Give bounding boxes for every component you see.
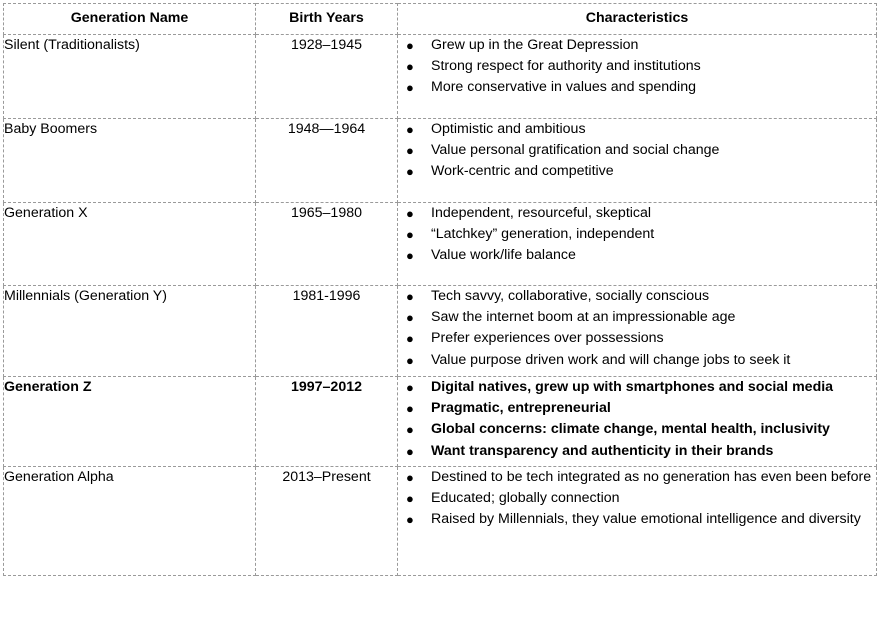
bullet-icon: ●	[406, 164, 414, 180]
list-item	[398, 509, 876, 530]
list-item	[398, 245, 876, 266]
characteristic-text: Raised by Millennials, they value emotional intelligence and diversity	[431, 511, 861, 528]
characteristic-text: Value personal gratification and social change	[431, 142, 720, 159]
characteristic-text: Global concerns: climate change, mental health, inclusivity	[431, 421, 830, 438]
characteristic-text: Tech savvy, collaborative, socially conscious	[431, 288, 710, 304]
characteristics-cell	[398, 35, 877, 119]
bullet-icon: ●	[406, 401, 414, 417]
generation-name-cell: Generation X	[4, 203, 256, 286]
characteristic-text: Work-centric and competitive	[431, 163, 614, 180]
bullet-icon: ●	[406, 310, 414, 326]
birth-years-cell: 1948—1964	[256, 119, 398, 203]
birth-years-cell: 1965–1980	[256, 203, 398, 286]
list-item	[398, 307, 876, 328]
characteristics-list	[398, 35, 876, 99]
characteristic-text: Value work/life balance	[431, 247, 576, 264]
characteristic-text: Educated; globally connection	[431, 490, 620, 507]
birth-years-cell: 1981-1996	[256, 286, 398, 377]
characteristics-cell	[398, 203, 877, 286]
characteristic-text: Want transparency and authenticity in their brands	[431, 442, 774, 459]
list-item	[398, 77, 876, 98]
characteristic-text: Strong respect for authority and institutions	[431, 58, 701, 75]
list-item	[398, 119, 876, 140]
bullet-icon: ●	[406, 470, 414, 485]
characteristic-text: Digital natives, grew up with smartphones and social media	[431, 379, 834, 395]
list-item	[398, 203, 876, 224]
table-row	[4, 286, 877, 377]
list-item	[398, 224, 876, 245]
characteristic-text: Grew up in the Great Depression	[431, 37, 639, 53]
table-row	[4, 377, 877, 467]
bullet-icon: ●	[406, 80, 414, 96]
bullet-icon: ●	[406, 38, 414, 53]
list-item	[398, 441, 876, 462]
header-birth-years: Birth Years	[256, 4, 398, 35]
characteristics-list	[398, 467, 876, 531]
generation-name-cell: Generation Z	[4, 377, 256, 467]
table-row	[4, 35, 877, 119]
characteristics-list	[398, 286, 876, 371]
list-item	[398, 328, 876, 349]
bullet-icon: ●	[406, 512, 414, 528]
list-item	[398, 56, 876, 77]
list-item	[398, 419, 876, 440]
table-row	[4, 467, 877, 576]
bullet-icon: ●	[406, 289, 414, 304]
list-item	[398, 467, 876, 488]
characteristics-cell	[398, 377, 877, 467]
header-characteristics: Characteristics	[398, 4, 877, 35]
bullet-icon: ●	[406, 443, 414, 459]
generation-name-cell: Millennials (Generation Y)	[4, 286, 256, 377]
characteristic-text: Prefer experiences over possessions	[431, 330, 664, 347]
characteristic-text: More conservative in values and spending	[431, 79, 696, 96]
characteristic-text: Optimistic and ambitious	[431, 121, 586, 137]
table-row	[4, 203, 877, 286]
characteristic-text: “Latchkey” generation, independent	[431, 226, 655, 243]
generation-name-cell: Baby Boomers	[4, 119, 256, 203]
list-item	[398, 398, 876, 419]
birth-years-cell: 2013–Present	[256, 467, 398, 576]
bullet-icon: ●	[406, 422, 414, 438]
bullet-icon: ●	[406, 491, 414, 507]
characteristics-list	[398, 119, 876, 183]
header-row	[4, 4, 877, 35]
characteristic-text: Saw the internet boom at an impressionable age	[431, 309, 736, 326]
table-row	[4, 119, 877, 203]
birth-years-cell: 1928–1945	[256, 35, 398, 119]
list-item	[398, 161, 876, 182]
generation-name-cell: Generation Alpha	[4, 467, 256, 576]
characteristic-text: Destined to be tech integrated as no generation has even been before	[431, 469, 872, 485]
bullet-icon: ●	[406, 143, 414, 159]
table-body	[4, 35, 877, 576]
characteristics-cell	[398, 467, 877, 576]
list-item	[398, 286, 876, 307]
generation-name-cell: Silent (Traditionalists)	[4, 35, 256, 119]
bullet-icon: ●	[406, 352, 414, 368]
characteristic-text: Value purpose driven work and will change jobs to seek it	[431, 351, 791, 368]
list-item	[398, 488, 876, 509]
characteristics-list	[398, 377, 876, 462]
bullet-icon: ●	[406, 331, 414, 347]
bullet-icon: ●	[406, 248, 414, 264]
list-item	[398, 377, 876, 398]
list-item	[398, 35, 876, 56]
characteristic-text: Independent, resourceful, skeptical	[431, 205, 652, 221]
characteristics-list	[398, 203, 876, 267]
list-item	[398, 140, 876, 161]
bullet-icon: ●	[406, 380, 414, 395]
bullet-icon: ●	[406, 206, 414, 221]
generations-table	[3, 3, 877, 576]
bullet-icon: ●	[406, 227, 414, 243]
header-generation-name: Generation Name	[4, 4, 256, 35]
characteristics-cell	[398, 286, 877, 377]
bullet-icon: ●	[406, 59, 414, 75]
list-item	[398, 350, 876, 371]
birth-years-cell: 1997–2012	[256, 377, 398, 467]
characteristic-text: Pragmatic, entrepreneurial	[431, 400, 611, 417]
bullet-icon: ●	[406, 122, 414, 137]
characteristics-cell	[398, 119, 877, 203]
